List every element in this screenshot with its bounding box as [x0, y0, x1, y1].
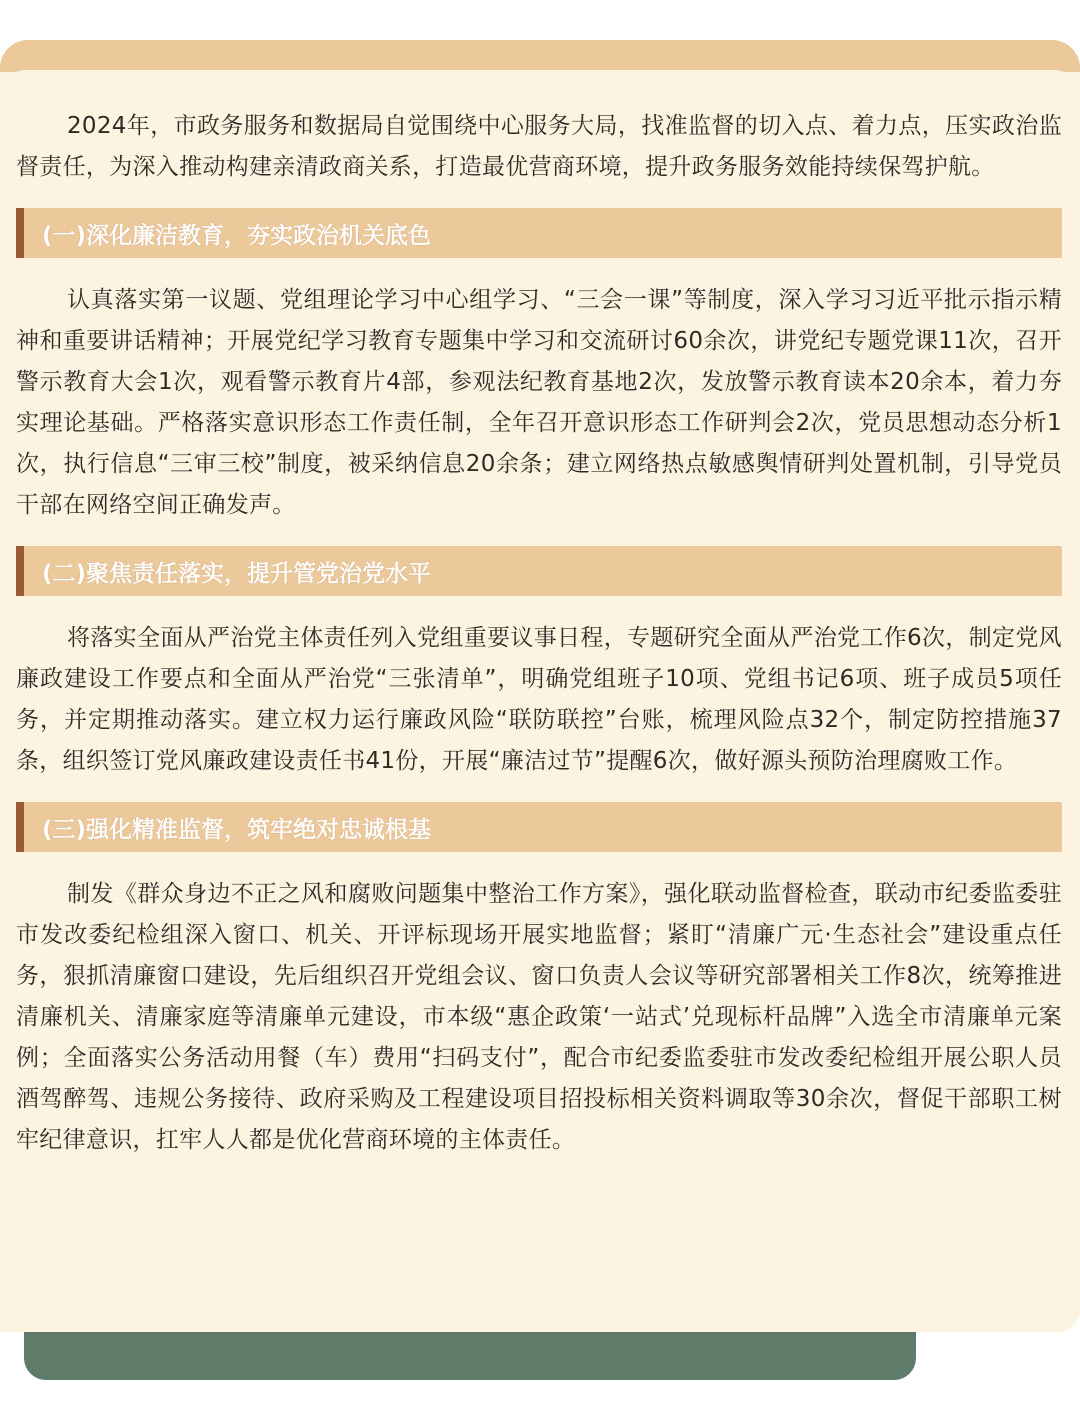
- section-heading-3: (三)强化精准监督，筑牢绝对忠诚根基: [16, 802, 1062, 852]
- card-top-strip: [0, 40, 1080, 72]
- section-heading-1: (一)深化廉洁教育，夯实政治机关底色: [16, 208, 1062, 258]
- article-card: [0, 40, 1080, 1332]
- section-heading-2: (二)聚焦责任落实，提升管党治党水平: [16, 546, 1062, 596]
- article-content: [16, 106, 1062, 1161]
- section-body-3: 制发《群众身边不正之风和腐败问题集中整治工作方案》，强化联动监督检查，联动市纪委监委驻市发改委纪检组深入窗口、机关、开评标现场开展实地监督；紧盯“清廉广元·生态社会”建设重点任务，狠抓清廉窗口建设，先后组织召开党组会议、窗口负责人会议等研究部署相关工作8次，统筹推进清廉机关、清廉家庭等清廉单元建设，市本级“惠企政策‘一站式’兑现标杆品牌”入选全市清廉单元案例；全面落实公务活动用餐（车）费用“扫码支付”，配合市纪委监委驻市发改委纪检组开展公职人员酒驾醉驾、违规公务接待、政府采购及工程建设项目招投标相关资料调取等30余次，督促干部职工树牢纪律意识，扛牢人人都是优化营商环境的主体责任。: [16, 881, 1062, 1153]
- section-body-1: 认真落实第一议题、党组理论学习中心组学习、“三会一课”等制度，深入学习习近平批示指示精神和重要讲话精神；开展党纪学习教育专题集中学习和交流研讨60余次，讲党纪专题党课11次，召开警示教育大会1次，观看警示教育片4部，参观法纪教育基地2次，发放警示教育读本20余本，着力夯实理论基础。严格落实意识形态工作责任制，全年召开意识形态工作研判会2次，党员思想动态分析1次，执行信息“三审三校”制度，被采纳信息20余条；建立网络热点敏感舆情研判处置机制，引导党员干部在网络空间正确发声。: [16, 287, 1062, 518]
- intro-paragraph: 2024年，市政务服务和数据局自觉围绕中心服务大局，找准监督的切入点、着力点，压实政治监督责任，为深入推动构建亲清政商关系，打造最优营商环境，提升政务服务效能持续保驾护航。: [16, 113, 1062, 180]
- section-body-2: 将落实全面从严治党主体责任列入党组重要议事日程，专题研究全面从严治党工作6次，制定党风廉政建设工作要点和全面从严治党“三张清单”，明确党组班子10项、党组书记6项、班子成员5项任务，并定期推动落实。建立权力运行廉政风险“联防联控”台账，梳理风险点32个，制定防控措施37条，组织签订党风廉政建设责任书41份，开展“廉洁过节”提醒6次，做好源头预防治理腐败工作。: [16, 625, 1062, 774]
